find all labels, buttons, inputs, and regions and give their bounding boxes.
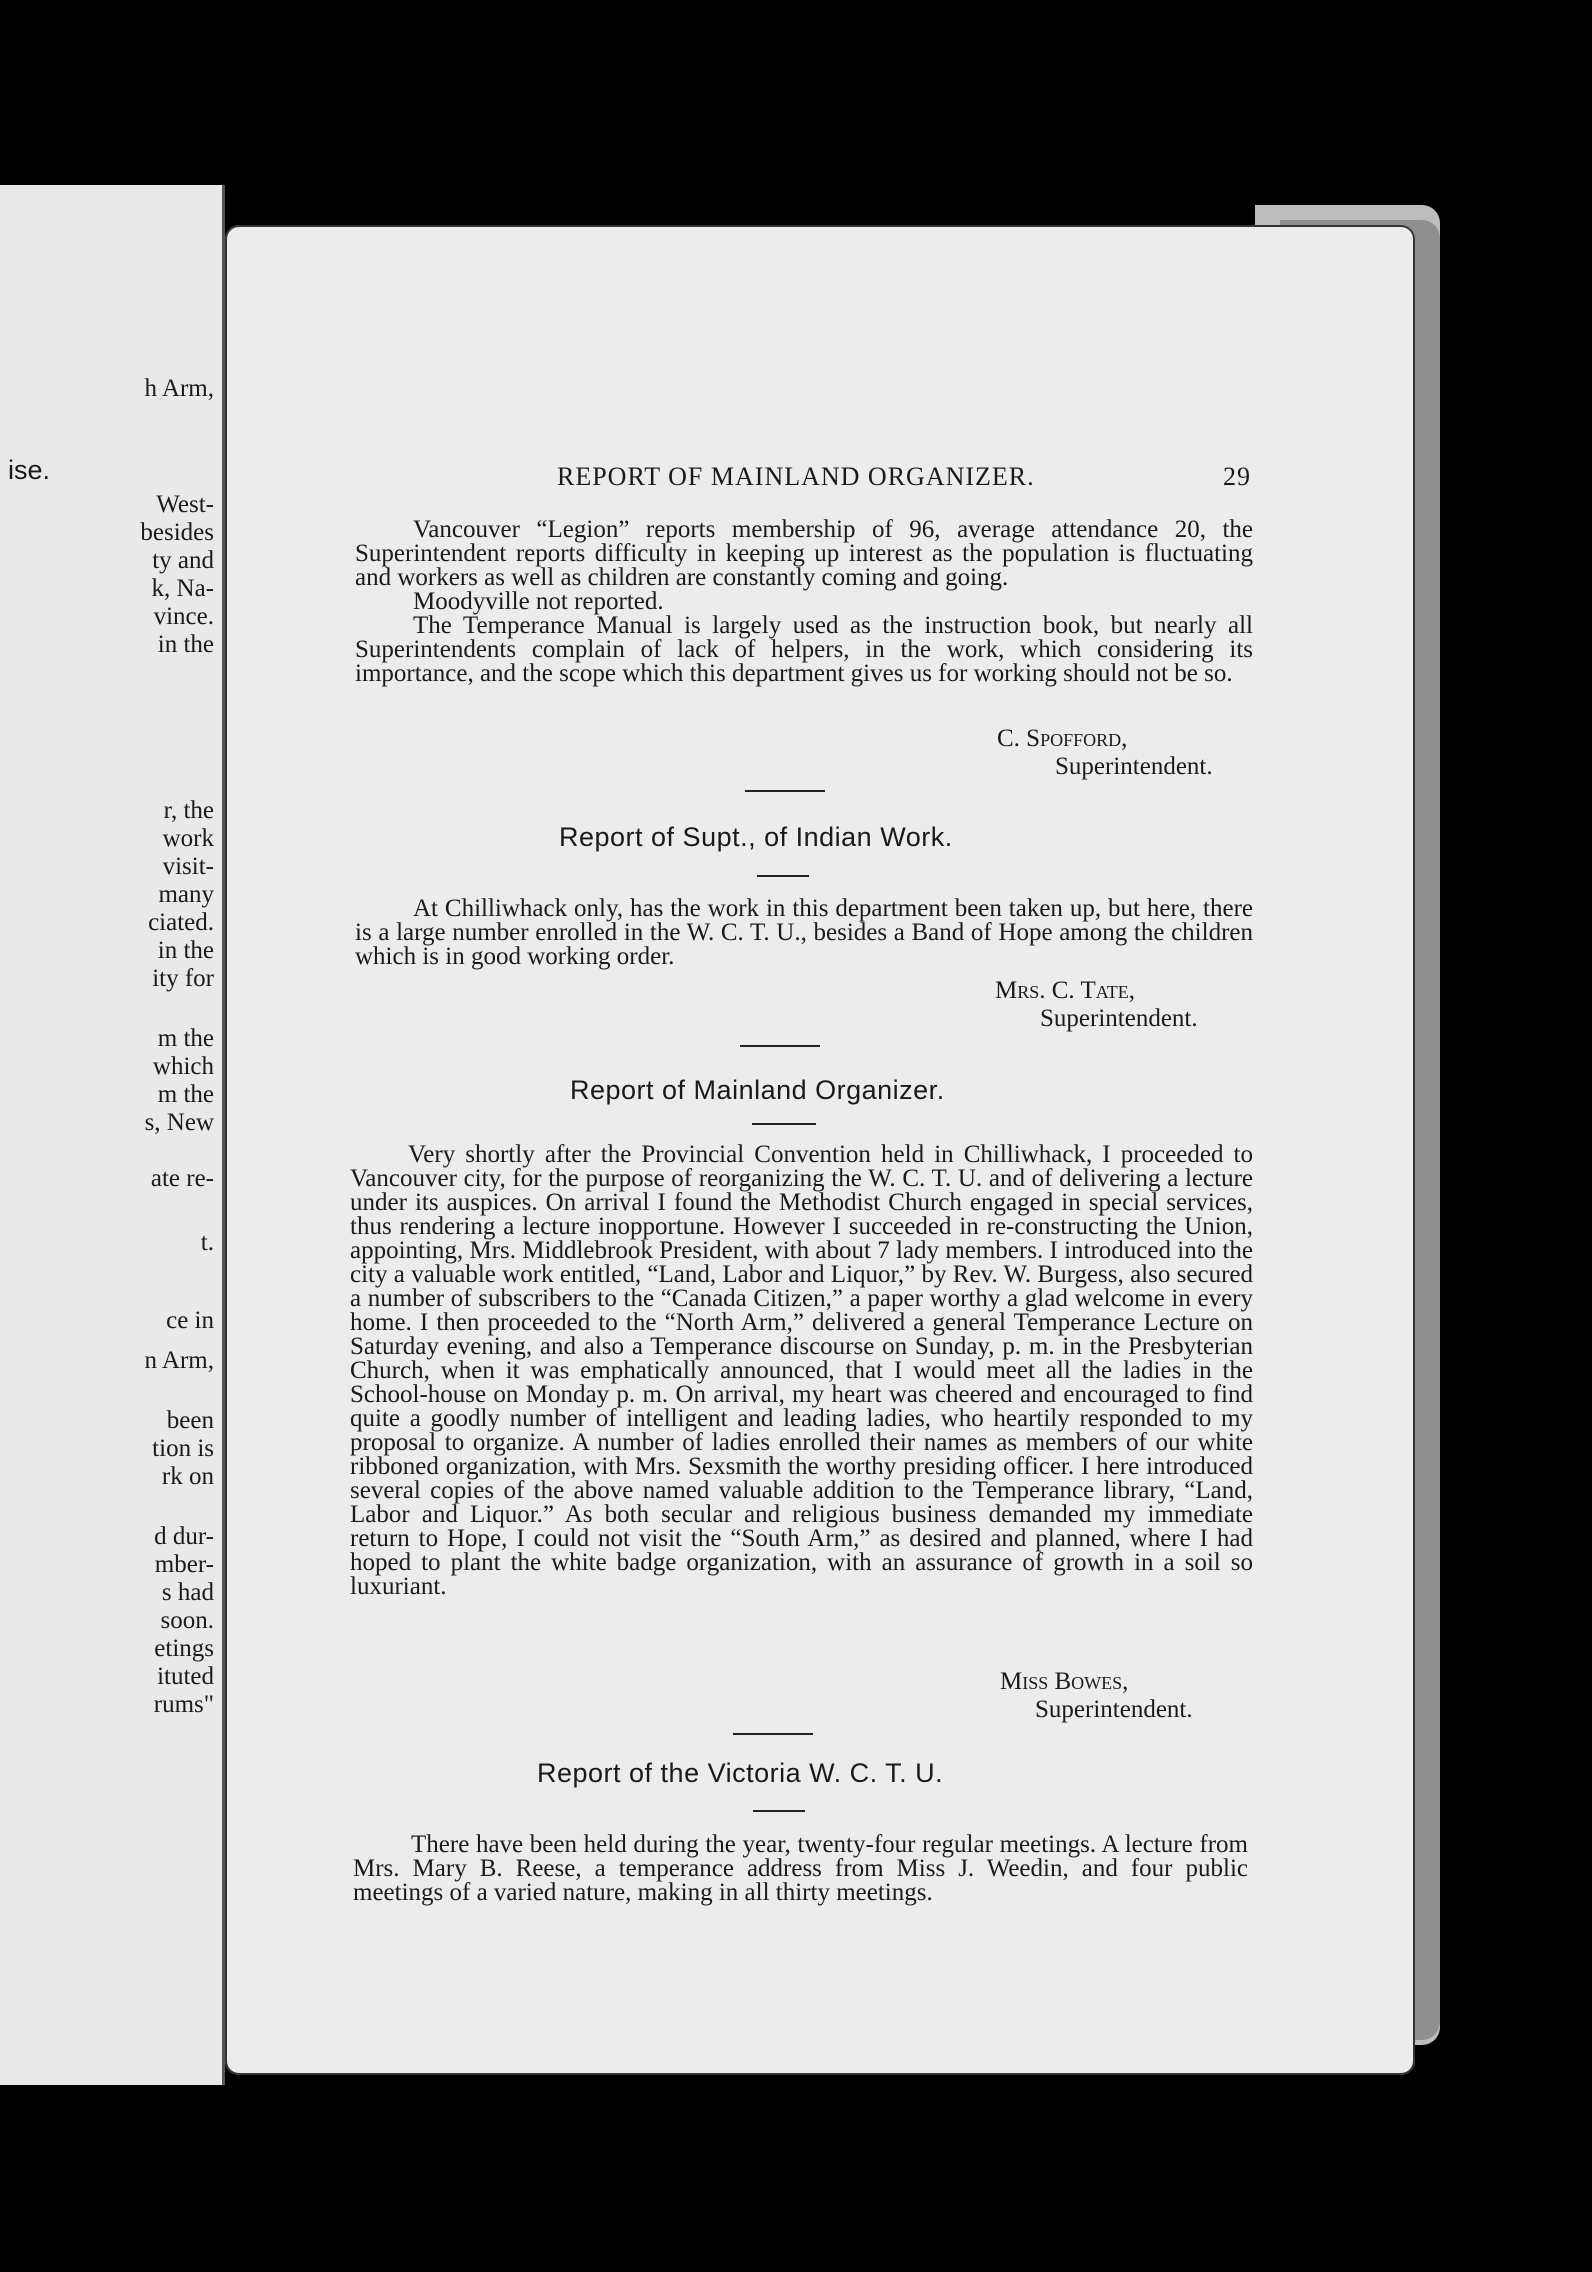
paragraph: At Chilliwhack only, has the work in this department been taken up, but here, there is a large number enrolled in the W. C. T. U., besides a Band of Hope among the children which is in good working order.	[355, 895, 1253, 970]
left-page-fragment: rk on	[161, 1463, 214, 1490]
left-page-fragment: ate re-	[150, 1165, 214, 1192]
left-page-fragment: n Arm,	[144, 1347, 214, 1374]
section-4-body	[353, 1833, 1248, 1905]
left-page-fragment: many	[158, 881, 214, 908]
left-page-fragment: m the	[157, 1081, 214, 1108]
left-page-fragment: r, the	[163, 797, 214, 824]
page-29	[225, 225, 1415, 2075]
left-page-fragment: h Arm,	[144, 375, 214, 402]
signature-title: Superintendent.	[1040, 1005, 1198, 1032]
left-page-fragment: rums"	[153, 1691, 214, 1718]
paragraph: There have been held during the year, twenty-four regular meetings. A lecture from Mrs. Mary B. Reese, a temperance address from Miss J. Weedin, and four public meetings of a varied nature, making in all thirty meetings.	[353, 1831, 1248, 1906]
section-2-body	[355, 897, 1253, 969]
divider	[753, 1810, 805, 1812]
paragraph: Very shortly after the Provincial Convention held in Chilliwhack, I proceeded to Vancouver city, for the purpose of reorganizing the W. C. T. U. and of delivering a lecture under its auspices. On arrival I found the Methodist Church engaged in special services, thus rendering a lecture inopportune. However I succeeded in re-constructing the Union, appointing, Mrs. Middlebrook President, with about 7 lady members. I introduced into the city a valuable work entitled, “Land, Labor and Liquor,” by Rev. W. Burgess, also secured a number of subscribers to the “Canada Citizen,” a paper worthy a glad welcome in every home. I then proceeded to the “North Arm,” delivered a general Temperance Lecture on Saturday evening, and also a Temperance discourse on Sunday, p. m. in the Presbyterian Church, when it was emphatically announced, that I would meet all the ladies in the School-house on Monday p. m. On arrival, my heart was cheered and encouraged to find quite a goodly number of intelligent and leading ladies, who heartily responded to my proposal to organize. A number of ladies enrolled their names as members of our white ribboned organization, with Mrs. Sexsmith the worthy presiding officer. I here introduced several copies of the above named valuable addition to the Temperance library, “Land, Labor and Liquor.” As both secular and religious business demanded my immediate return to Hope, I could not visit the “South Arm,” as desired and planned, where I had hoped to plant the white badge organization, with an assurance of growth in a soil so luxuriant.	[350, 1141, 1253, 1600]
section-heading: Report of the Victoria W. C. T. U.	[537, 1758, 944, 1788]
left-page-fragment: ity for	[152, 965, 214, 992]
section-heading: Report of Supt., of Indian Work.	[559, 822, 953, 852]
left-page-fragment: which	[152, 1053, 214, 1080]
divider	[757, 875, 809, 877]
paragraph: Moodyville not reported.	[413, 588, 664, 615]
left-page-fragment: ituted	[157, 1663, 214, 1690]
signature-name: Miss Bowes,	[1000, 1668, 1129, 1695]
signature-title: Superintendent.	[1055, 753, 1213, 780]
left-page-fragment: m the	[157, 1025, 214, 1052]
signature-title: Superintendent.	[1035, 1696, 1193, 1723]
left-page-fragment: ise.	[8, 455, 51, 485]
left-page-fragment: ciated.	[148, 909, 214, 936]
page-number: 29	[1223, 462, 1251, 491]
left-page-fragment: been	[166, 1407, 214, 1434]
divider	[733, 1733, 813, 1735]
left-page-fragment: vince.	[153, 603, 214, 630]
signature-name: C. Spofford,	[997, 725, 1128, 752]
divider	[752, 1123, 816, 1125]
left-page-fragment: mber-	[154, 1551, 214, 1578]
running-title: REPORT OF MAINLAND ORGANIZER.	[557, 462, 1035, 491]
left-page-fragment: visit-	[162, 853, 214, 880]
left-page-fragment: in the	[157, 631, 214, 658]
left-page-fragment: tion is	[152, 1435, 214, 1462]
section-heading: Report of Mainland Organizer.	[570, 1075, 945, 1105]
left-page-fragment: soon.	[160, 1607, 214, 1634]
left-page-fragment: besides	[140, 519, 214, 546]
paragraph: The Temperance Manual is largely used as the instruction book, but nearly all Superintendents complain of lack of helpers, in the work, which considering its importance, and the scope which this department gives us for working should not be so.	[355, 612, 1253, 687]
left-page-fragment: ty and	[152, 547, 214, 574]
left-page-fragment: etings	[154, 1635, 214, 1662]
section-3-body	[350, 1143, 1253, 1599]
left-page-fragment: s had	[161, 1579, 214, 1606]
left-page-fragment: West-	[156, 491, 214, 518]
divider	[740, 1045, 820, 1047]
divider	[745, 790, 825, 792]
left-page-fragment: d dur-	[154, 1523, 214, 1550]
left-page-fragment: k, Na-	[151, 575, 214, 602]
left-page-fragment: ce in	[166, 1307, 214, 1334]
left-page-fragment: in the	[157, 937, 214, 964]
left-page	[0, 185, 225, 2085]
left-page-fragment: work	[162, 825, 214, 852]
left-page-fragment: t.	[200, 1229, 214, 1256]
left-page-fragment: s, New	[144, 1109, 214, 1136]
section-1-body	[355, 518, 1253, 686]
paragraph: Vancouver “Legion” reports membership of 96, average attendance 20, the Superintendent reports difficulty in keeping up interest as the population is fluctuating and workers as well as children are constantly coming and going.	[355, 516, 1253, 591]
signature-name: Mrs. C. Tate,	[995, 977, 1135, 1004]
